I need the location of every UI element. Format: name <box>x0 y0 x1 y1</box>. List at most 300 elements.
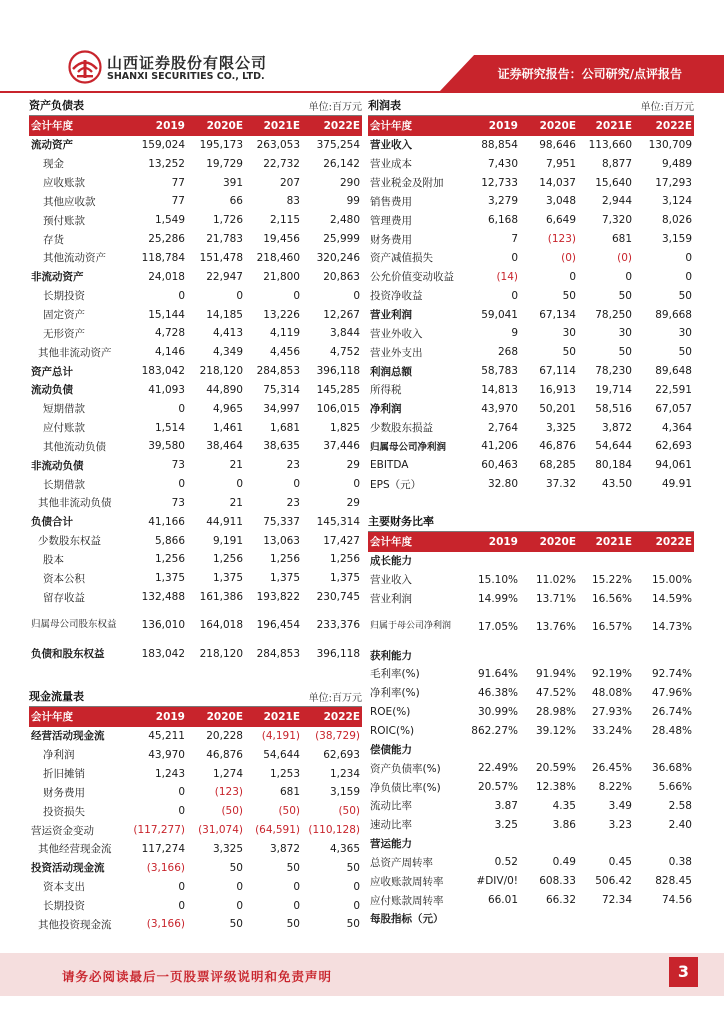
cell-value: 0 <box>353 478 360 491</box>
table-row <box>29 399 362 418</box>
cell-value: 1,243 <box>154 767 185 780</box>
row-label: 股本 <box>43 553 64 566</box>
cell-value: 862.27% <box>471 724 518 737</box>
table-row <box>29 764 362 783</box>
income-statement-title-row <box>368 96 694 116</box>
table-row <box>29 588 362 607</box>
cell-value: 375,254 <box>316 138 360 151</box>
cash-flow-unit: 单位:百万元 <box>308 693 362 704</box>
cell-value: 1,681 <box>269 421 300 434</box>
section-heading-row <box>368 834 694 853</box>
balance-sheet-table <box>29 116 362 663</box>
cell-value: 77 <box>171 195 185 208</box>
column-header-year: 2020E <box>187 116 245 136</box>
cell-value: 0 <box>178 289 185 302</box>
row-label: 资产总计 <box>31 365 73 378</box>
cell-value: 1,461 <box>212 421 243 434</box>
cell-value: 60,463 <box>481 459 518 472</box>
cell-value: 681 <box>279 786 300 799</box>
cell-value: 117,274 <box>141 842 185 855</box>
row-label: 净负债比率(%) <box>370 781 441 794</box>
cell-value: 230,745 <box>316 591 360 604</box>
cell-value: 39.12% <box>535 724 576 737</box>
cell-value: (0) <box>561 251 576 264</box>
cell-value: 3,872 <box>269 842 300 855</box>
cell-value: 8,877 <box>601 157 632 170</box>
row-label: 营运能力 <box>370 838 412 851</box>
cell-value: 0 <box>353 899 360 912</box>
cell-value: 43,970 <box>148 748 185 761</box>
table-row <box>29 211 362 230</box>
cell-value: 0 <box>236 899 243 912</box>
cell-value: 37.32 <box>545 478 576 491</box>
cell-value: 2,480 <box>329 214 360 227</box>
table-row <box>29 475 362 494</box>
cell-value: 78,230 <box>595 365 632 378</box>
cell-value: 20.57% <box>477 781 518 794</box>
cell-value: 4,119 <box>269 327 300 340</box>
cell-value: 16,913 <box>539 383 576 396</box>
row-label: 管理费用 <box>370 214 412 227</box>
cell-value: 58,516 <box>595 402 632 415</box>
cell-value: 9,191 <box>212 534 243 547</box>
table-row <box>368 362 694 381</box>
column-header-year: 2020E <box>520 532 578 552</box>
cell-value: 14.99% <box>477 592 518 605</box>
cell-value <box>578 552 634 571</box>
cell-value: 0 <box>353 289 360 302</box>
cell-value: 0 <box>178 478 185 491</box>
cell-value: 1,256 <box>154 553 185 566</box>
table-row <box>29 745 362 764</box>
cell-value: 3,048 <box>545 195 576 208</box>
cell-value: 1,274 <box>212 767 243 780</box>
cell-value: 14.73% <box>651 620 692 633</box>
table-row <box>368 683 694 702</box>
cell-value: 2,944 <box>601 195 632 208</box>
row-label: ROIC(%) <box>370 724 415 737</box>
cell-value: 48.08% <box>591 686 632 699</box>
table-header-row <box>29 707 362 727</box>
cell-value: 0 <box>293 289 300 302</box>
page-header <box>0 0 724 95</box>
balance-sheet-section <box>29 96 362 663</box>
cell-value: 92.19% <box>591 667 632 680</box>
row-label: 归属于母公司净利润 <box>370 621 452 632</box>
cell-value: 0.52 <box>494 856 518 869</box>
table-row <box>368 136 694 155</box>
cell-value: 66 <box>229 195 243 208</box>
table-row <box>29 437 362 456</box>
cell-value: (14) <box>496 270 518 283</box>
cell-value: 62,693 <box>655 440 692 453</box>
cell-value: 20.59% <box>535 762 576 775</box>
cell-value: 46,876 <box>539 440 576 453</box>
row-label: 现金 <box>43 158 64 171</box>
column-header-year: 2022E <box>634 116 694 136</box>
column-header-year: 2019 <box>468 116 520 136</box>
cell-value: (117,277) <box>133 824 185 837</box>
cell-value: 1,726 <box>212 214 243 227</box>
cell-value: 0.38 <box>668 856 692 869</box>
cell-value: 67,057 <box>655 402 692 415</box>
cell-value: 290 <box>339 176 360 189</box>
cell-value: 195,173 <box>199 138 243 151</box>
cell-value: 0 <box>236 880 243 893</box>
balance-sheet-unit: 单位:百万元 <box>308 102 362 113</box>
row-label: 负债合计 <box>31 516 73 529</box>
cell-value: 2,115 <box>269 214 300 227</box>
cell-value: 50 <box>618 289 632 302</box>
cell-value: 8.22% <box>598 781 632 794</box>
cell-value: (3,166) <box>146 861 185 874</box>
row-label: 其他非流动负债 <box>38 497 112 510</box>
cell-value: 30 <box>618 327 632 340</box>
cell-value <box>468 646 520 665</box>
cell-value: 0 <box>685 251 692 264</box>
cell-value: 4,728 <box>154 327 185 340</box>
cell-value: 13,252 <box>148 157 185 170</box>
row-label: 投资损失 <box>43 805 85 818</box>
cell-value: 196,454 <box>256 619 300 632</box>
cell-value <box>634 646 694 665</box>
cell-value: 3,325 <box>545 421 576 434</box>
cell-value: 4,365 <box>329 842 360 855</box>
table-row <box>368 589 694 608</box>
row-label: 长期投资 <box>43 900 85 913</box>
cell-value: 44,911 <box>206 515 243 528</box>
cell-value: 1,256 <box>269 553 300 566</box>
cell-value: 263,053 <box>256 138 300 151</box>
cell-value: 0 <box>293 478 300 491</box>
table-row <box>368 702 694 721</box>
cash-flow-title-row <box>29 687 362 707</box>
cell-value: 7 <box>511 233 518 246</box>
cell-value: 7,951 <box>545 157 576 170</box>
row-label: 营业成本 <box>370 158 412 171</box>
cell-value: 4,965 <box>212 402 243 415</box>
table-row <box>29 727 362 746</box>
column-header-label: 会计年度 <box>29 116 130 136</box>
cell-value: 608.33 <box>539 875 576 888</box>
cell-value: 47.52% <box>535 686 576 699</box>
cell-value: 26,142 <box>323 157 360 170</box>
company-name-en: SHANXI SECURITIES CO., LTD. <box>107 71 265 82</box>
cell-value: (123) <box>214 786 243 799</box>
table-row <box>29 840 362 859</box>
table-row <box>29 136 362 155</box>
cell-value: 38,635 <box>263 440 300 453</box>
table-row <box>368 286 694 305</box>
cell-value: 3,159 <box>661 233 692 246</box>
section-heading-row <box>368 552 694 571</box>
cell-value: (123) <box>547 233 576 246</box>
cell-value: 0 <box>178 880 185 893</box>
cell-value: 16.56% <box>591 592 632 605</box>
cell-value: 7,430 <box>487 157 518 170</box>
cell-value: 151,478 <box>199 251 243 264</box>
balance-sheet-title-row <box>29 96 362 116</box>
cell-value: 113,660 <box>588 138 632 151</box>
table-row <box>29 154 362 173</box>
cell-value: 681 <box>611 233 632 246</box>
table-row <box>29 456 362 475</box>
row-label: 长期投资 <box>43 290 85 303</box>
cell-value: 0.49 <box>552 856 576 869</box>
cell-value: 132,488 <box>141 591 185 604</box>
cell-value: 13.76% <box>535 620 576 633</box>
cell-value: 62,693 <box>323 748 360 761</box>
income-statement-section <box>368 96 694 494</box>
cell-value: 0 <box>178 805 185 818</box>
cell-value: 32.80 <box>487 478 518 491</box>
cell-value: (50) <box>278 805 300 818</box>
cell-value: 193,822 <box>256 591 300 604</box>
table-row <box>29 173 362 192</box>
cell-value: (50) <box>221 805 243 818</box>
cell-value: 21,800 <box>263 270 300 283</box>
cell-value: 0 <box>625 270 632 283</box>
cell-value: 268 <box>497 346 518 359</box>
cell-value: 218,120 <box>199 647 243 660</box>
cell-value: 41,166 <box>148 515 185 528</box>
section-heading-row <box>368 646 694 665</box>
cell-value: 0 <box>685 270 692 283</box>
cell-value: 41,206 <box>481 440 518 453</box>
table-row <box>29 896 362 915</box>
cell-value: 391 <box>222 176 243 189</box>
column-header-year: 2021E <box>245 116 302 136</box>
cell-value: 1,375 <box>212 572 243 585</box>
table-row <box>29 230 362 249</box>
cell-value: 3,124 <box>661 195 692 208</box>
table-row <box>368 759 694 778</box>
table-row <box>29 418 362 437</box>
row-label: 其他流动负债 <box>43 440 106 453</box>
cell-value: 12,733 <box>481 176 518 189</box>
cell-value: 17.05% <box>477 620 518 633</box>
report-type-label: 证券研究报告：公司研究/点评报告 <box>497 67 682 81</box>
cell-value: 34,997 <box>263 402 300 415</box>
table-row <box>368 249 694 268</box>
cell-value: 3,872 <box>601 421 632 434</box>
cell-value: 75,337 <box>263 515 300 528</box>
cell-value: 23 <box>286 459 300 472</box>
column-header-year: 2021E <box>245 707 302 727</box>
cell-value: 46.38% <box>477 686 518 699</box>
cash-flow-title: 现金流量表 <box>29 690 84 703</box>
cell-value: 4,413 <box>212 327 243 340</box>
cell-value: 30 <box>562 327 576 340</box>
cell-value: 3.25 <box>494 818 518 831</box>
cell-value <box>578 646 634 665</box>
cell-value: 3.86 <box>552 818 576 831</box>
cell-value: 0 <box>511 251 518 264</box>
cell-value: 75,314 <box>263 383 300 396</box>
cell-value: 19,714 <box>595 383 632 396</box>
cell-value: 24,018 <box>148 270 185 283</box>
cell-value: 5,866 <box>154 534 185 547</box>
cell-value: 29 <box>346 496 360 509</box>
cell-value: 118,784 <box>141 251 185 264</box>
cell-value: 33.24% <box>591 724 632 737</box>
table-row <box>29 877 362 896</box>
row-label: 利润总额 <box>370 365 412 378</box>
column-header-year: 2019 <box>468 532 520 552</box>
row-label: 净利润 <box>43 749 75 762</box>
income-statement-table <box>368 116 694 494</box>
cell-value <box>634 910 694 929</box>
cell-value: 7,320 <box>601 214 632 227</box>
row-label: 财务费用 <box>43 786 85 799</box>
cell-value: 2,764 <box>487 421 518 434</box>
cell-value: 4,146 <box>154 346 185 359</box>
cell-value: 9,489 <box>661 157 692 170</box>
cell-value: 66.32 <box>545 894 576 907</box>
row-label: 营业利润 <box>370 593 412 606</box>
column-header-label: 会计年度 <box>368 116 468 136</box>
table-row <box>29 494 362 513</box>
cell-value: 164,018 <box>199 619 243 632</box>
cell-value: 22.49% <box>477 762 518 775</box>
table-header-row <box>368 532 694 552</box>
cell-value: 3,159 <box>329 786 360 799</box>
table-row <box>29 286 362 305</box>
column-header-year: 2022E <box>302 116 362 136</box>
company-logo-icon <box>68 50 102 84</box>
row-label: 应付账款 <box>43 422 85 435</box>
table-row <box>29 858 362 877</box>
cell-value: 218,120 <box>199 365 243 378</box>
cell-value: 50 <box>346 861 360 874</box>
cell-value: 50 <box>229 918 243 931</box>
column-header-year: 2022E <box>634 532 694 552</box>
cell-value: 22,732 <box>263 157 300 170</box>
page-number: 3 <box>669 957 698 987</box>
cell-value: 50 <box>346 918 360 931</box>
row-label: 固定资产 <box>43 309 85 322</box>
cell-value: 15.00% <box>651 573 692 586</box>
cell-value: 94,061 <box>655 459 692 472</box>
income-statement-title: 利润表 <box>368 99 401 112</box>
cell-value: 99 <box>346 195 360 208</box>
cell-value <box>520 910 578 929</box>
table-row <box>29 821 362 840</box>
column-header-label: 会计年度 <box>29 707 130 727</box>
cell-value: 21,783 <box>206 233 243 246</box>
table-row <box>368 475 694 494</box>
cell-value: 14,037 <box>539 176 576 189</box>
cell-value: 233,376 <box>316 619 360 632</box>
cell-value: 50 <box>678 346 692 359</box>
cell-value: 58,783 <box>481 365 518 378</box>
cell-value: 26.45% <box>591 762 632 775</box>
table-row <box>368 418 694 437</box>
cell-value: 161,386 <box>199 591 243 604</box>
cell-value: 320,246 <box>316 251 360 264</box>
cell-value: 68,285 <box>539 459 576 472</box>
row-label: 其他经营现金流 <box>38 843 112 856</box>
table-row <box>368 608 694 646</box>
table-row <box>368 380 694 399</box>
row-label: 获利能力 <box>370 649 412 662</box>
row-label: 折旧摊销 <box>43 768 85 781</box>
cell-value: 50 <box>562 346 576 359</box>
company-name-cn: 山西证券股份有限公司 <box>107 54 268 72</box>
column-header-year: 2019 <box>130 116 187 136</box>
cell-value: 19,729 <box>206 157 243 170</box>
cell-value: 2.40 <box>668 818 692 831</box>
row-label: 无形资产 <box>43 327 85 340</box>
cell-value: 6,168 <box>487 214 518 227</box>
table-row <box>29 380 362 399</box>
cell-value: 828.45 <box>655 875 692 888</box>
row-label: 毛利率(%) <box>370 668 420 681</box>
column-header-year: 2020E <box>520 116 578 136</box>
row-label: 经营活动现金流 <box>31 730 105 743</box>
row-label: 净利率(%) <box>370 687 420 700</box>
cell-value: 3.87 <box>494 799 518 812</box>
table-row <box>29 783 362 802</box>
row-label: 资产负债率(%) <box>370 762 441 775</box>
cell-value: 49.91 <box>661 478 692 491</box>
cell-value: 1,256 <box>329 553 360 566</box>
cell-value: 17,293 <box>655 176 692 189</box>
row-label: 非流动资产 <box>31 271 84 284</box>
row-label: 其他投资现金流 <box>38 918 112 931</box>
table-row <box>29 569 362 588</box>
cell-value: 50,201 <box>539 402 576 415</box>
cell-value: 14,185 <box>206 308 243 321</box>
cell-value: 6,649 <box>545 214 576 227</box>
table-row <box>29 644 362 663</box>
table-row <box>29 324 362 343</box>
cell-value <box>468 834 520 853</box>
cell-value: 67,114 <box>539 365 576 378</box>
cell-value: 15,144 <box>148 308 185 321</box>
section-heading-row <box>368 910 694 929</box>
cell-value: 1,825 <box>329 421 360 434</box>
table-row <box>29 915 362 934</box>
cell-value: 46,876 <box>206 748 243 761</box>
cell-value: 1,514 <box>154 421 185 434</box>
cell-value: 26.74% <box>651 705 692 718</box>
cell-value: 0 <box>353 880 360 893</box>
table-row <box>368 891 694 910</box>
table-row <box>29 512 362 531</box>
cell-value: 29 <box>346 459 360 472</box>
row-label: 其他非流动资产 <box>38 346 112 359</box>
table-row <box>29 267 362 286</box>
row-label: 长期借款 <box>43 478 85 491</box>
cell-value: 78,250 <box>595 308 632 321</box>
cell-value: 91.64% <box>477 667 518 680</box>
row-label: 归属母公司净利润 <box>370 442 447 454</box>
cell-value: 130,709 <box>648 138 692 151</box>
cell-value: 72.34 <box>601 894 632 907</box>
cell-value <box>634 740 694 759</box>
row-label: 资本公积 <box>43 572 85 585</box>
cell-value: 89,668 <box>655 308 692 321</box>
cell-value: 3,844 <box>329 327 360 340</box>
row-label: 投资净收益 <box>370 290 423 303</box>
table-header-row <box>368 116 694 136</box>
cell-value: 11.02% <box>535 573 576 586</box>
row-label: EBITDA <box>370 459 409 472</box>
cell-value <box>520 740 578 759</box>
cell-value: 25,286 <box>148 233 185 246</box>
cell-value: 4,456 <box>269 346 300 359</box>
